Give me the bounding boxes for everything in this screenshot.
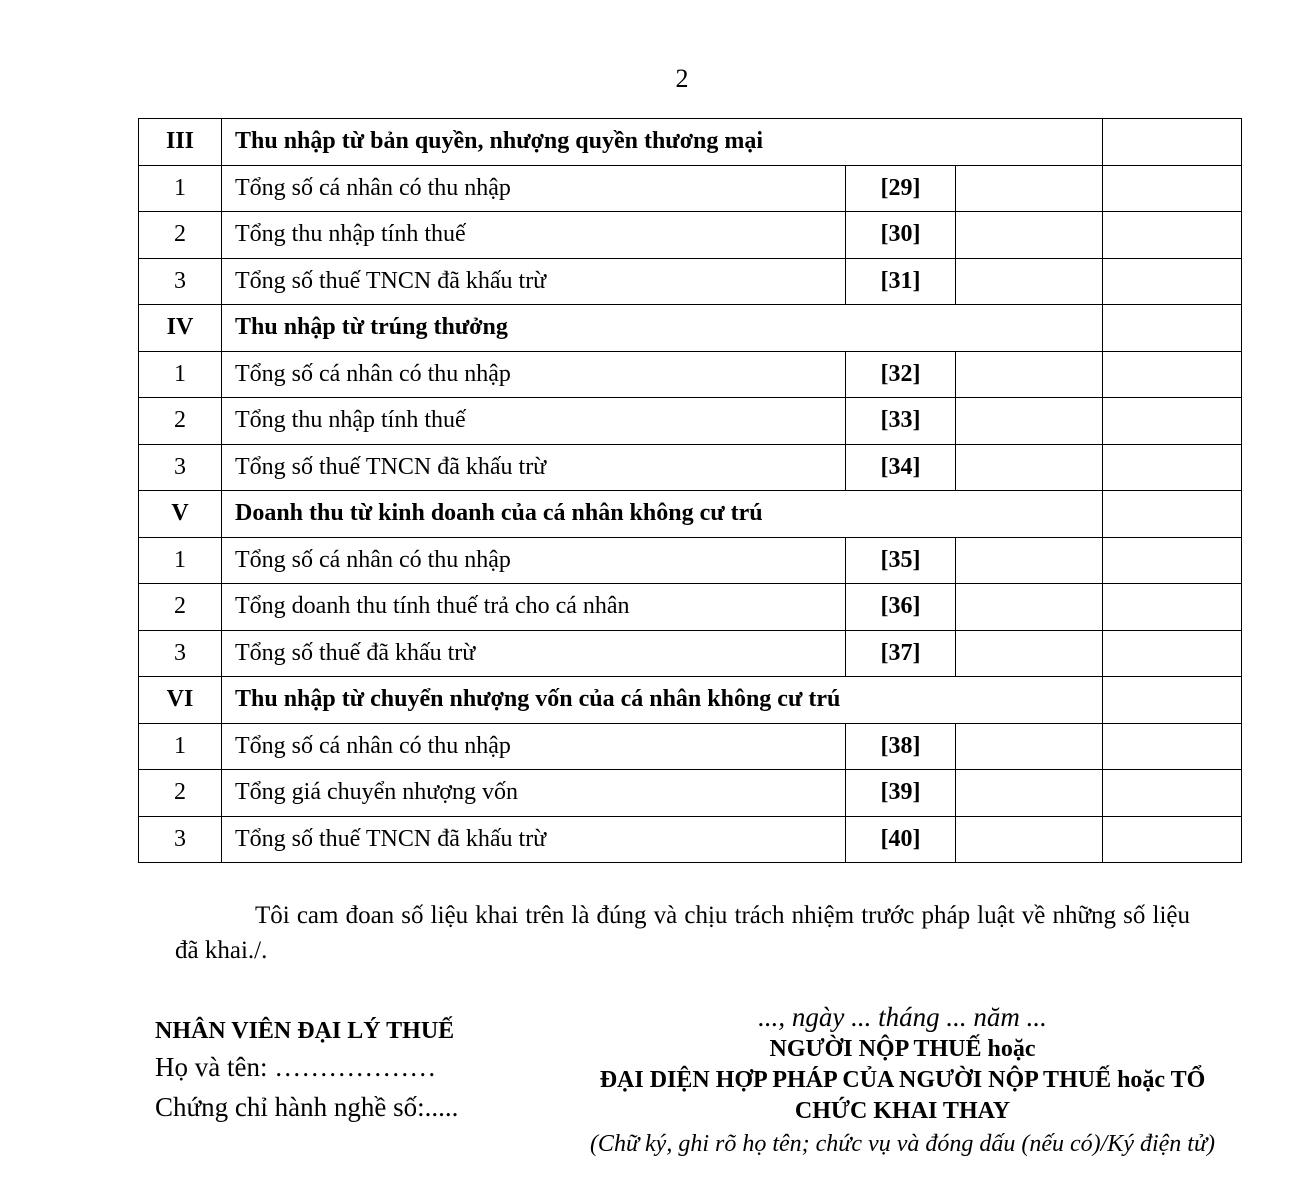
value-cell[interactable] <box>956 630 1103 677</box>
indicator-code: [31] <box>846 258 956 305</box>
tax-agent-block <box>155 1015 535 1127</box>
row-label: Tổng số thuế TNCN đã khấu trừ <box>222 258 846 305</box>
amount-cell[interactable] <box>1103 444 1242 491</box>
value-cell[interactable] <box>956 770 1103 817</box>
indicator-code: [35] <box>846 537 956 584</box>
indicator-code: [36] <box>846 584 956 631</box>
row-label: Tổng số cá nhân có thu nhập <box>222 351 846 398</box>
section-title: Thu nhập từ bản quyền, nhượng quyền thương mại <box>222 119 1103 166</box>
indicator-code: [38] <box>846 723 956 770</box>
value-cell[interactable] <box>956 258 1103 305</box>
section-title: Thu nhập từ trúng thưởng <box>222 305 1103 352</box>
table-section-row <box>139 677 1242 724</box>
amount-cell[interactable] <box>1103 351 1242 398</box>
commitment-text: Tôi cam đoan số liệu khai trên là đúng và chịu trách nhiệm trước pháp luật về những số liệu đã khai./. <box>175 902 1190 964</box>
indicator-code: [34] <box>846 444 956 491</box>
amount-cell[interactable] <box>1103 537 1242 584</box>
amount-cell[interactable] <box>1103 258 1242 305</box>
amount-cell[interactable] <box>1103 119 1242 166</box>
row-number: 1 <box>139 165 222 212</box>
indicator-code: [37] <box>846 630 956 677</box>
indicator-code: [39] <box>846 770 956 817</box>
row-number: 3 <box>139 444 222 491</box>
row-label: Tổng số cá nhân có thu nhập <box>222 723 846 770</box>
table-row <box>139 537 1242 584</box>
table-row <box>139 444 1242 491</box>
row-label: Tổng số cá nhân có thu nhập <box>222 537 846 584</box>
table-row <box>139 165 1242 212</box>
commitment-statement <box>175 898 1190 968</box>
amount-cell[interactable] <box>1103 305 1242 352</box>
value-cell[interactable] <box>956 537 1103 584</box>
row-number: 3 <box>139 630 222 677</box>
table-section-row <box>139 305 1242 352</box>
row-label: Tổng số cá nhân có thu nhập <box>222 165 846 212</box>
tax-agent-title: NHÂN VIÊN ĐẠI LÝ THUẾ <box>155 1018 455 1044</box>
tax-declaration-table <box>138 118 1242 863</box>
value-cell[interactable] <box>956 398 1103 445</box>
signature-date-line: ..., ngày ... tháng ... năm ... <box>758 1002 1047 1032</box>
amount-cell[interactable] <box>1103 584 1242 631</box>
amount-cell[interactable] <box>1103 770 1242 817</box>
row-number: 1 <box>139 537 222 584</box>
row-number: 1 <box>139 351 222 398</box>
table-row <box>139 584 1242 631</box>
table-row <box>139 351 1242 398</box>
row-number: 2 <box>139 584 222 631</box>
amount-cell[interactable] <box>1103 677 1242 724</box>
indicator-code: [32] <box>846 351 956 398</box>
amount-cell[interactable] <box>1103 398 1242 445</box>
row-number: V <box>139 491 222 538</box>
row-number: 3 <box>139 258 222 305</box>
indicator-code: [29] <box>846 165 956 212</box>
value-cell[interactable] <box>956 816 1103 863</box>
table-row <box>139 258 1242 305</box>
row-label: Tổng doanh thu tính thuế trả cho cá nhân <box>222 584 846 631</box>
amount-cell[interactable] <box>1103 212 1242 259</box>
row-number: 1 <box>139 723 222 770</box>
tax-agent-certificate-line: Chứng chỉ hành nghề số:..... <box>155 1092 459 1122</box>
table-row <box>139 398 1242 445</box>
signer-title-line-2: ĐẠI DIỆN HỢP PHÁP CỦA NGƯỜI NỘP THUẾ hoặc TỔ <box>599 1067 1206 1093</box>
row-number: IV <box>139 305 222 352</box>
indicator-code: [40] <box>846 816 956 863</box>
table-row <box>139 770 1242 817</box>
signer-title-line-1: NGƯỜI NỘP THUẾ hoặc <box>769 1036 1036 1062</box>
amount-cell[interactable] <box>1103 630 1242 677</box>
taxpayer-signature-block <box>550 1000 1255 1161</box>
row-number: 2 <box>139 770 222 817</box>
table-row <box>139 630 1242 677</box>
value-cell[interactable] <box>956 444 1103 491</box>
row-label: Tổng giá chuyển nhượng vốn <box>222 770 846 817</box>
row-number: VI <box>139 677 222 724</box>
value-cell[interactable] <box>956 212 1103 259</box>
signature-note: (Chữ ký, ghi rõ họ tên; chức vụ và đóng dấu (nếu có)/Ký điện tử) <box>589 1131 1216 1157</box>
indicator-code: [33] <box>846 398 956 445</box>
amount-cell[interactable] <box>1103 491 1242 538</box>
amount-cell[interactable] <box>1103 723 1242 770</box>
amount-cell[interactable] <box>1103 165 1242 212</box>
row-label: Tổng số thuế đã khấu trừ <box>222 630 846 677</box>
row-label: Tổng số thuế TNCN đã khấu trừ <box>222 816 846 863</box>
table-section-row <box>139 491 1242 538</box>
value-cell[interactable] <box>956 351 1103 398</box>
amount-cell[interactable] <box>1103 816 1242 863</box>
row-number: 2 <box>139 398 222 445</box>
tax-agent-name-line: Họ và tên: ……………… <box>155 1052 437 1082</box>
value-cell[interactable] <box>956 165 1103 212</box>
value-cell[interactable] <box>956 723 1103 770</box>
page-number: 2 <box>675 64 689 93</box>
table-row <box>139 816 1242 863</box>
indicator-code: [30] <box>846 212 956 259</box>
signer-title-line-3: CHỨC KHAI THAY <box>794 1098 1011 1124</box>
table-row <box>139 212 1242 259</box>
row-label: Tổng thu nhập tính thuế <box>222 212 846 259</box>
row-number: 3 <box>139 816 222 863</box>
section-title: Doanh thu từ kinh doanh của cá nhân không cư trú <box>222 491 1103 538</box>
row-number: III <box>139 119 222 166</box>
row-number: 2 <box>139 212 222 259</box>
value-cell[interactable] <box>956 584 1103 631</box>
row-label: Tổng số thuế TNCN đã khấu trừ <box>222 444 846 491</box>
section-title: Thu nhập từ chuyển nhượng vốn của cá nhân không cư trú <box>222 677 1103 724</box>
table-section-row <box>139 119 1242 166</box>
table-row <box>139 723 1242 770</box>
row-label: Tổng thu nhập tính thuế <box>222 398 846 445</box>
